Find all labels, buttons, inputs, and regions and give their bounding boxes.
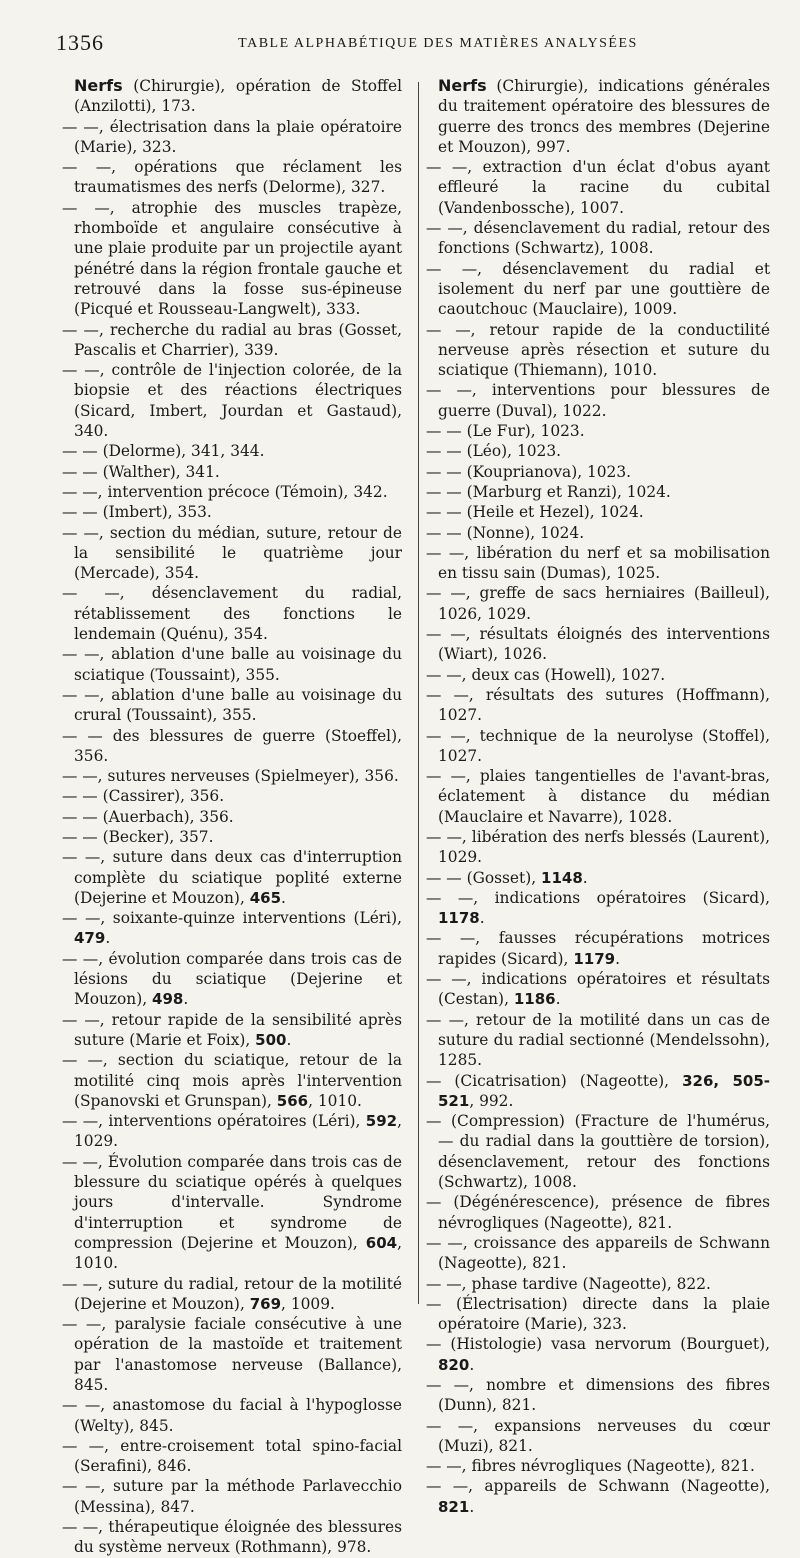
index-entry	[426, 1274, 770, 1294]
index-entry	[426, 827, 770, 868]
index-entry	[62, 1050, 402, 1111]
entry-text: — —, plaies tangentielles de l'avant-bras, éclatement à distance du médian (Mauclaire et Navarre), 1028.	[426, 767, 770, 826]
entry-tail: , 1009.	[281, 1294, 335, 1313]
entry-text: — —, suture dans deux cas d'interruption complète du sciatique poplité externe (Dejerine et Mouzon),	[62, 848, 402, 907]
entry-text: — —, retour rapide de la sensibilité après suture (Marie et Foix),	[62, 1010, 402, 1049]
entry-text: — — des blessures de guerre (Stoeffel), 356.	[62, 726, 402, 765]
index-entry	[62, 807, 402, 827]
index-entry	[426, 1334, 770, 1375]
entry-text: — (Dégénérescence), présence de fibres névrogliques (Nageotte), 821.	[426, 1193, 770, 1232]
entry-text: — —, désenclavement du radial et isolement du nerf par une gouttière de caoutchouc (Mauclaire), 1009.	[426, 259, 770, 319]
index-entry	[426, 380, 770, 421]
entry-text: — — (Le Fur), 1023.	[426, 422, 585, 441]
index-entry	[426, 583, 770, 624]
index-entry	[62, 1314, 402, 1395]
entry-text: — —, retour de la motilité dans un cas de suture du radial sectionné (Mendelssohn), 1285.	[426, 1010, 770, 1070]
entry-text: — — (Becker), 357.	[62, 827, 214, 846]
entry-tail: .	[281, 888, 286, 907]
index-entry	[426, 1071, 770, 1112]
index-entry	[426, 76, 770, 157]
index-entry	[62, 198, 402, 320]
index-entry	[426, 157, 770, 218]
page-header	[56, 30, 760, 64]
entry-page-ref: 821	[438, 1497, 470, 1516]
entry-text: — —, évolution comparée dans trois cas de lésions du sciatique (Dejerine et Mouzon),	[62, 949, 402, 1009]
entry-text: — — (Delorme), 341, 344.	[62, 442, 265, 461]
entry-text: — —, interventions pour blessures de guerre (Duval), 1022.	[426, 381, 770, 420]
entry-text: — — (Auerbach), 356.	[62, 807, 234, 826]
entry-page-ref: 479	[74, 929, 106, 948]
entry-text: — —, interventions opératoires (Léri),	[62, 1112, 366, 1131]
index-entry	[62, 502, 402, 522]
index-entry	[62, 1395, 402, 1436]
index-entry	[426, 766, 770, 827]
entry-text: — — (Walther), 341.	[62, 462, 220, 481]
index-entry	[426, 868, 770, 888]
entry-text: — — (Léo), 1023.	[426, 442, 562, 461]
entry-text: — — (Heile et Hezel), 1024.	[426, 503, 644, 522]
entry-text: — —, thérapeutique éloignée des blessures du système nerveux (Rothmann), 978.	[62, 1518, 402, 1557]
entry-text: — — (Kouprianova), 1023.	[426, 462, 632, 481]
index-entry	[426, 218, 770, 259]
entry-text: — —, suture par la méthode Parlavecchio (Messina), 847.	[62, 1477, 402, 1516]
entry-text: — —, anastomose du facial à l'hypoglosse (Welty), 845.	[62, 1396, 402, 1435]
entry-text: — — (Cassirer), 356.	[62, 787, 225, 806]
index-entry	[426, 665, 770, 685]
entry-text: — —, section du sciatique, retour de la motilité cinq mois après l'intervention (Spanovski et Grunspan),	[62, 1051, 402, 1110]
entry-text: — —, intervention précoce (Témoin), 342.	[62, 482, 388, 501]
index-entry	[62, 523, 402, 584]
index-entry	[62, 726, 402, 767]
entry-text: — —, appareils de Schwann (Nageotte),	[426, 1477, 770, 1496]
index-entry	[426, 482, 770, 502]
page-number: 1356	[56, 30, 104, 55]
index-entry	[426, 888, 770, 929]
index-entry	[62, 1274, 402, 1315]
index-entry	[62, 320, 402, 361]
index-entry	[426, 726, 770, 767]
entry-head-word: Nerfs	[438, 76, 487, 95]
entry-tail: .	[183, 990, 189, 1009]
entry-tail: .	[469, 1355, 475, 1374]
entry-page-ref: 326, 505-521	[438, 1071, 770, 1110]
entry-text: — —, indications opératoires et résultats (Cestan),	[426, 970, 770, 1009]
entry-text: — —, désenclavement du radial, rétablissement des fonctions le lendemain (Quénu), 354.	[62, 584, 402, 644]
index-entry	[62, 847, 402, 908]
right-column	[426, 76, 770, 1517]
entry-text: — —, ablation d'une balle au voisinage du crural (Toussaint), 355.	[62, 685, 402, 725]
entry-text: — —, indications opératoires (Sicard),	[426, 888, 770, 907]
entry-text: — —, ablation d'une balle au voisinage du sciatique (Toussaint), 355.	[62, 645, 402, 684]
entry-text: — (Histologie) vasa nervorum (Bourguet),	[426, 1335, 770, 1354]
entry-page-ref: 820	[438, 1355, 470, 1374]
entry-page-ref: 1179	[573, 949, 616, 968]
index-entry	[426, 1375, 770, 1416]
entry-text: — —, expansions nerveuses du cœur (Muzi), 821.	[426, 1416, 770, 1455]
index-entry	[62, 644, 402, 685]
entry-text: — —, contrôle de l'injection colorée, de la biopsie et des réactions électriques (Sicard, Imbert, Jourdan et Gastaud), 340.	[62, 361, 402, 441]
entry-text: — —, phase tardive (Nageotte), 822.	[426, 1274, 711, 1293]
index-entry	[62, 1010, 402, 1051]
entry-tail: .	[555, 990, 561, 1009]
entry-text: — —, électrisation dans la plaie opératoire (Marie), 323.	[62, 117, 402, 156]
entry-text: — (Cicatrisation) (Nageotte),	[426, 1071, 683, 1090]
index-entry	[426, 928, 770, 969]
index-entry	[426, 502, 770, 522]
entry-page-ref: 566	[276, 1091, 309, 1110]
entry-text: — —, recherche du radial au bras (Gosset, Pascalis et Charrier), 339.	[62, 320, 402, 359]
index-entry	[62, 1476, 402, 1517]
entry-tail: , 1010.	[308, 1091, 362, 1110]
entry-text: — —, retour rapide de la conductilité nerveuse après résection et suture du sciatique (Thiemann), 1010.	[426, 320, 770, 380]
running-title: TABLE ALPHABÉTIQUE DES MATIÈRES ANALYSÉES	[238, 36, 638, 51]
entry-text: — —, nombre et dimensions des fibres (Dunn), 821.	[426, 1376, 770, 1415]
entry-head-word: Nerfs	[74, 76, 123, 95]
index-entry	[426, 1294, 770, 1335]
index-entry	[62, 827, 402, 847]
entry-text: — — (Nonne), 1024.	[426, 523, 585, 542]
entry-text: — —, atrophie des muscles trapèze, rhomboïde et angulaire consécutive à une plaie produite par un projectile ayant pénétré dans la région frontale gauche et retrouvé dans la fosse sus-épineuse (Picqué et Rousseau-Langwelt), 333.	[62, 198, 402, 319]
entry-text: — —, sutures nerveuses (Spielmeyer), 356.	[62, 767, 399, 786]
entry-text: — (Électrisation) directe dans la plaie opératoire (Marie), 323.	[426, 1294, 770, 1334]
entry-page-ref: 498	[152, 990, 184, 1009]
index-entry	[62, 1152, 402, 1274]
entry-text: — —, libération des nerfs blessés (Laurent), 1029.	[426, 827, 770, 867]
entry-page-ref: 1148	[541, 868, 583, 887]
index-entry	[426, 320, 770, 381]
entry-text: — —, extraction d'un éclat d'obus ayant effleuré la racine du cubital (Vandenbossche), 1007.	[426, 158, 770, 217]
index-entry	[62, 1517, 402, 1558]
index-entry	[62, 360, 402, 441]
entry-text: — —, désenclavement du radial, retour des fonctions (Schwartz), 1008.	[426, 219, 770, 258]
index-entry	[426, 441, 770, 461]
index-entry	[62, 1111, 402, 1152]
entry-tail: .	[469, 1497, 475, 1516]
entry-text: — —, résultats éloignés des interventions (Wiart), 1026.	[426, 625, 770, 664]
index-entry	[62, 949, 402, 1010]
index-entry	[426, 462, 770, 482]
entry-text: — —, fausses récupérations motrices rapides (Sicard),	[426, 929, 770, 968]
entry-text: — — (Gosset),	[426, 868, 542, 887]
column-divider	[418, 82, 419, 1304]
index-entry	[62, 441, 402, 461]
entry-text: — —, croissance des appareils de Schwann (Nageotte), 821.	[426, 1233, 770, 1273]
entry-tail: .	[582, 868, 588, 887]
index-entry	[62, 786, 402, 806]
index-entry	[426, 523, 770, 543]
index-entry	[62, 908, 402, 949]
entry-text: — —, section du médian, suture, retour de la sensibilité le quatrième jour (Mercade), 354.	[62, 523, 402, 583]
index-entry	[426, 1010, 770, 1071]
entry-text: — — (Imbert), 353.	[62, 503, 212, 522]
index-entry	[426, 969, 770, 1010]
entry-tail: .	[615, 949, 620, 968]
entry-tail: .	[479, 909, 485, 928]
entry-text: — —, Évolution comparée dans trois cas de blessure du sciatique opérés à quelques jours d'intervalle. Syndrome d'interruption et syndrome de compression (Dejerine et Mouzon),	[62, 1152, 402, 1252]
entry-page-ref: 1186	[513, 990, 556, 1009]
entry-text: — —, greffe de sacs herniaires (Bailleul), 1026, 1029.	[426, 584, 770, 623]
entry-text: — —, soixante-quinze interventions (Léri),	[62, 909, 402, 928]
index-entry	[62, 482, 402, 502]
index-entry	[426, 1192, 770, 1233]
entry-text: — —, fibres névrogliques (Nageotte), 821.	[426, 1457, 755, 1476]
index-entry	[426, 685, 770, 726]
entry-text: — —, résultats des sutures (Hoffmann), 1027.	[426, 685, 770, 725]
index-entry	[426, 259, 770, 320]
index-entry	[426, 1416, 770, 1457]
index-entry	[426, 421, 770, 441]
entry-text: — (Compression) (Fracture de l'humérus, — du radial dans la gouttière de torsion), désenclavement, retour des fonctions (Schwartz), 1008.	[426, 1112, 770, 1192]
entry-tail: , 1010.	[74, 1233, 402, 1273]
index-entry	[62, 157, 402, 198]
entry-tail: .	[286, 1030, 292, 1049]
index-entry	[62, 1436, 402, 1477]
index-entry	[426, 1233, 770, 1274]
entry-text: — —, paralysie faciale consécutive à une opération de la mastoïde et traitement par l'anastomose nerveuse (Ballance), 845.	[62, 1315, 402, 1394]
index-entry	[62, 685, 402, 726]
index-entry	[426, 543, 770, 584]
entry-page-ref: 465	[249, 888, 282, 907]
index-entry	[426, 1476, 770, 1517]
entry-page-ref: 500	[255, 1030, 287, 1049]
index-entry	[62, 462, 402, 482]
entry-text: — —, opérations que réclament les traumatismes des nerfs (Delorme), 327.	[62, 158, 402, 197]
index-entry	[62, 766, 402, 786]
index-entry	[62, 583, 402, 644]
entry-text: — —, libération du nerf et sa mobilisation en tissu sain (Dumas), 1025.	[426, 543, 770, 583]
entry-tail: , 1029.	[74, 1112, 402, 1151]
entry-text: — — (Marburg et Ranzi), 1024.	[426, 482, 671, 501]
entry-page-ref: 592	[365, 1112, 398, 1131]
entry-tail: .	[105, 929, 111, 948]
left-column	[62, 76, 402, 1558]
entry-text: — —, deux cas (Howell), 1027.	[426, 665, 666, 684]
index-entry	[426, 624, 770, 665]
entry-page-ref: 769	[249, 1294, 282, 1313]
entry-tail: , 992.	[469, 1091, 514, 1110]
entry-text: (Chirurgie), opération de Stoffel (Anzilotti), 173.	[74, 77, 402, 116]
entry-page-ref: 604	[365, 1233, 398, 1252]
index-entry	[426, 1111, 770, 1192]
entry-text: — —, entre-croisement total spino-facial (Serafini), 846.	[62, 1436, 402, 1476]
entry-text: — —, suture du radial, retour de la motilité (Dejerine et Mouzon),	[62, 1274, 402, 1313]
entry-text: — —, technique de la neurolyse (Stoffel), 1027.	[426, 726, 770, 765]
entry-text: (Chirurgie), indications générales du traitement opératoire des blessures de guerre des troncs des membres (Dejerine et Mouzon), 997.	[438, 77, 770, 156]
index-entry	[62, 76, 402, 117]
index-entry	[426, 1456, 770, 1476]
index-entry	[62, 117, 402, 158]
entry-page-ref: 1178	[438, 909, 480, 928]
